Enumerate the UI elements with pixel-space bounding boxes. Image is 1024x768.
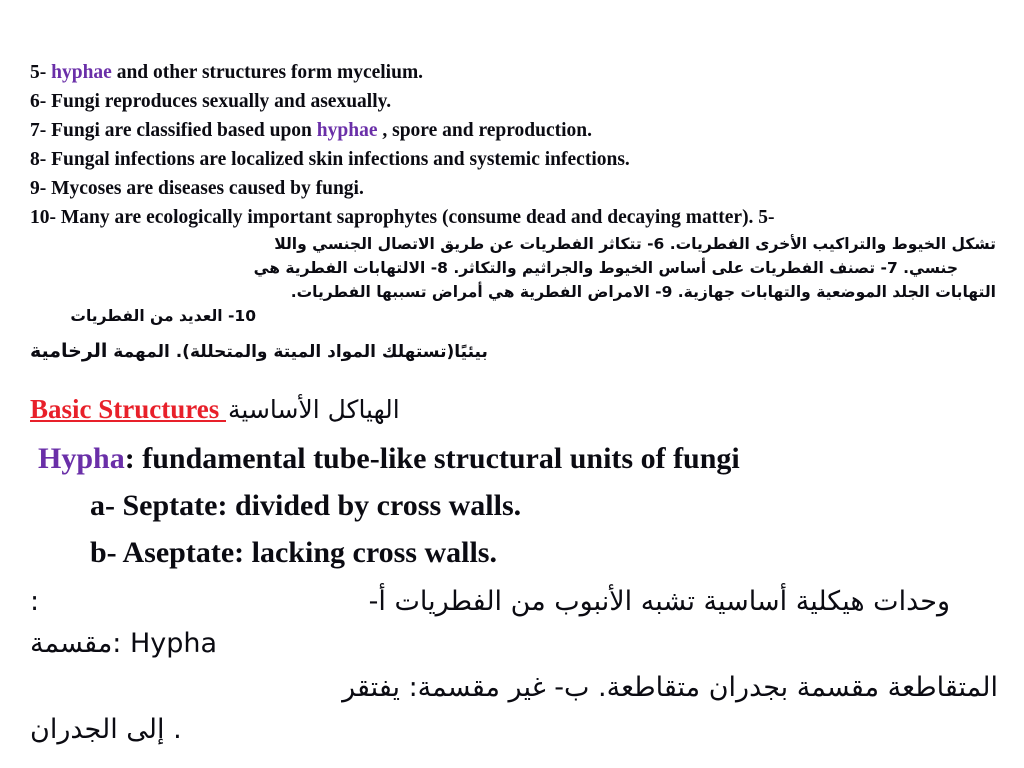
arabic-line-4: 10- العديد من الفطريات [70,307,256,325]
arabic-translation-paragraph [30,232,996,328]
point-10: 10- Many are ecologically important saprophytes (consume dead and decaying matter). 5- [30,207,775,228]
arabic-bottom-line-1-text: وحدات هيكلية أساسية تشبه الأنبوب من الفطريات أ- [368,586,950,617]
english-point-list [30,58,990,232]
hypha-term: Hypha [38,442,125,475]
point-7-prefix: 7- Fungi are classified based upon [30,120,317,141]
arabic-line-5-text: بيئيًا(تستهلك المواد الميتة والمتحللة). المهمة [113,342,488,362]
arabic-line-5-emphasis: الرخامية [30,340,108,362]
point-7 [30,116,990,145]
point-5-hyphae-term: hyphae [51,62,112,83]
point-7-rest: , spore and reproduction. [377,120,593,141]
arabic-bottom-colon: : [30,586,40,617]
point-8: 8- Fungal infections are localized skin infections and systemic infections. [30,149,630,170]
arabic-line-2: جنسي. 7- تصنف الفطريات على أساس الخيوط والجراثيم والتكاثر. 8- الالتهابات الفطرية هي [253,259,958,277]
basic-structures-title: Basic Structures [30,394,226,424]
point-6: 6- Fungi reproduces sexually and asexually. [30,91,392,112]
point-5 [30,58,990,87]
point-5-prefix: 5- [30,62,52,83]
point-9: 9- Mycoses are diseases caused by fungi. [30,178,364,199]
point-5-rest: and other structures form mycelium. [111,62,424,83]
aseptate-item: b- Aseptate: lacking cross walls. [90,536,497,569]
basic-structures-arabic-title: الهياكل الأساسية [228,395,400,424]
point-7-hyphae-term: hyphae [316,120,378,141]
hypha-definition [38,442,740,476]
arabic-bottom-line-3: المتقاطعة مقسمة بجدران متقاطعة. ب- غير مقسمة: يفتقر [342,672,998,703]
arabic-line-1: تشكل الخيوط والتراكيب الأخرى الفطريات. 6- تتكاثر الفطريات عن طريق الاتصال الجنسي واللا [274,235,996,253]
septate-item: a- Septate: divided by cross walls. [90,489,522,522]
arabic-line-5 [30,340,488,362]
arabic-bottom-line-2: مقسمة: Hypha [30,628,218,659]
basic-structures-heading [30,394,400,425]
arabic-bottom-line-4: إلى الجدران . [30,714,182,745]
arabic-line-3: التهابات الجلد الموضعية والتهابات جهازية. 9- الامراض الفطرية هي أمراض تسببها الفطريات. [290,283,996,301]
hypha-definition-text: : fundamental tube-like structural units of fungi [124,442,740,475]
